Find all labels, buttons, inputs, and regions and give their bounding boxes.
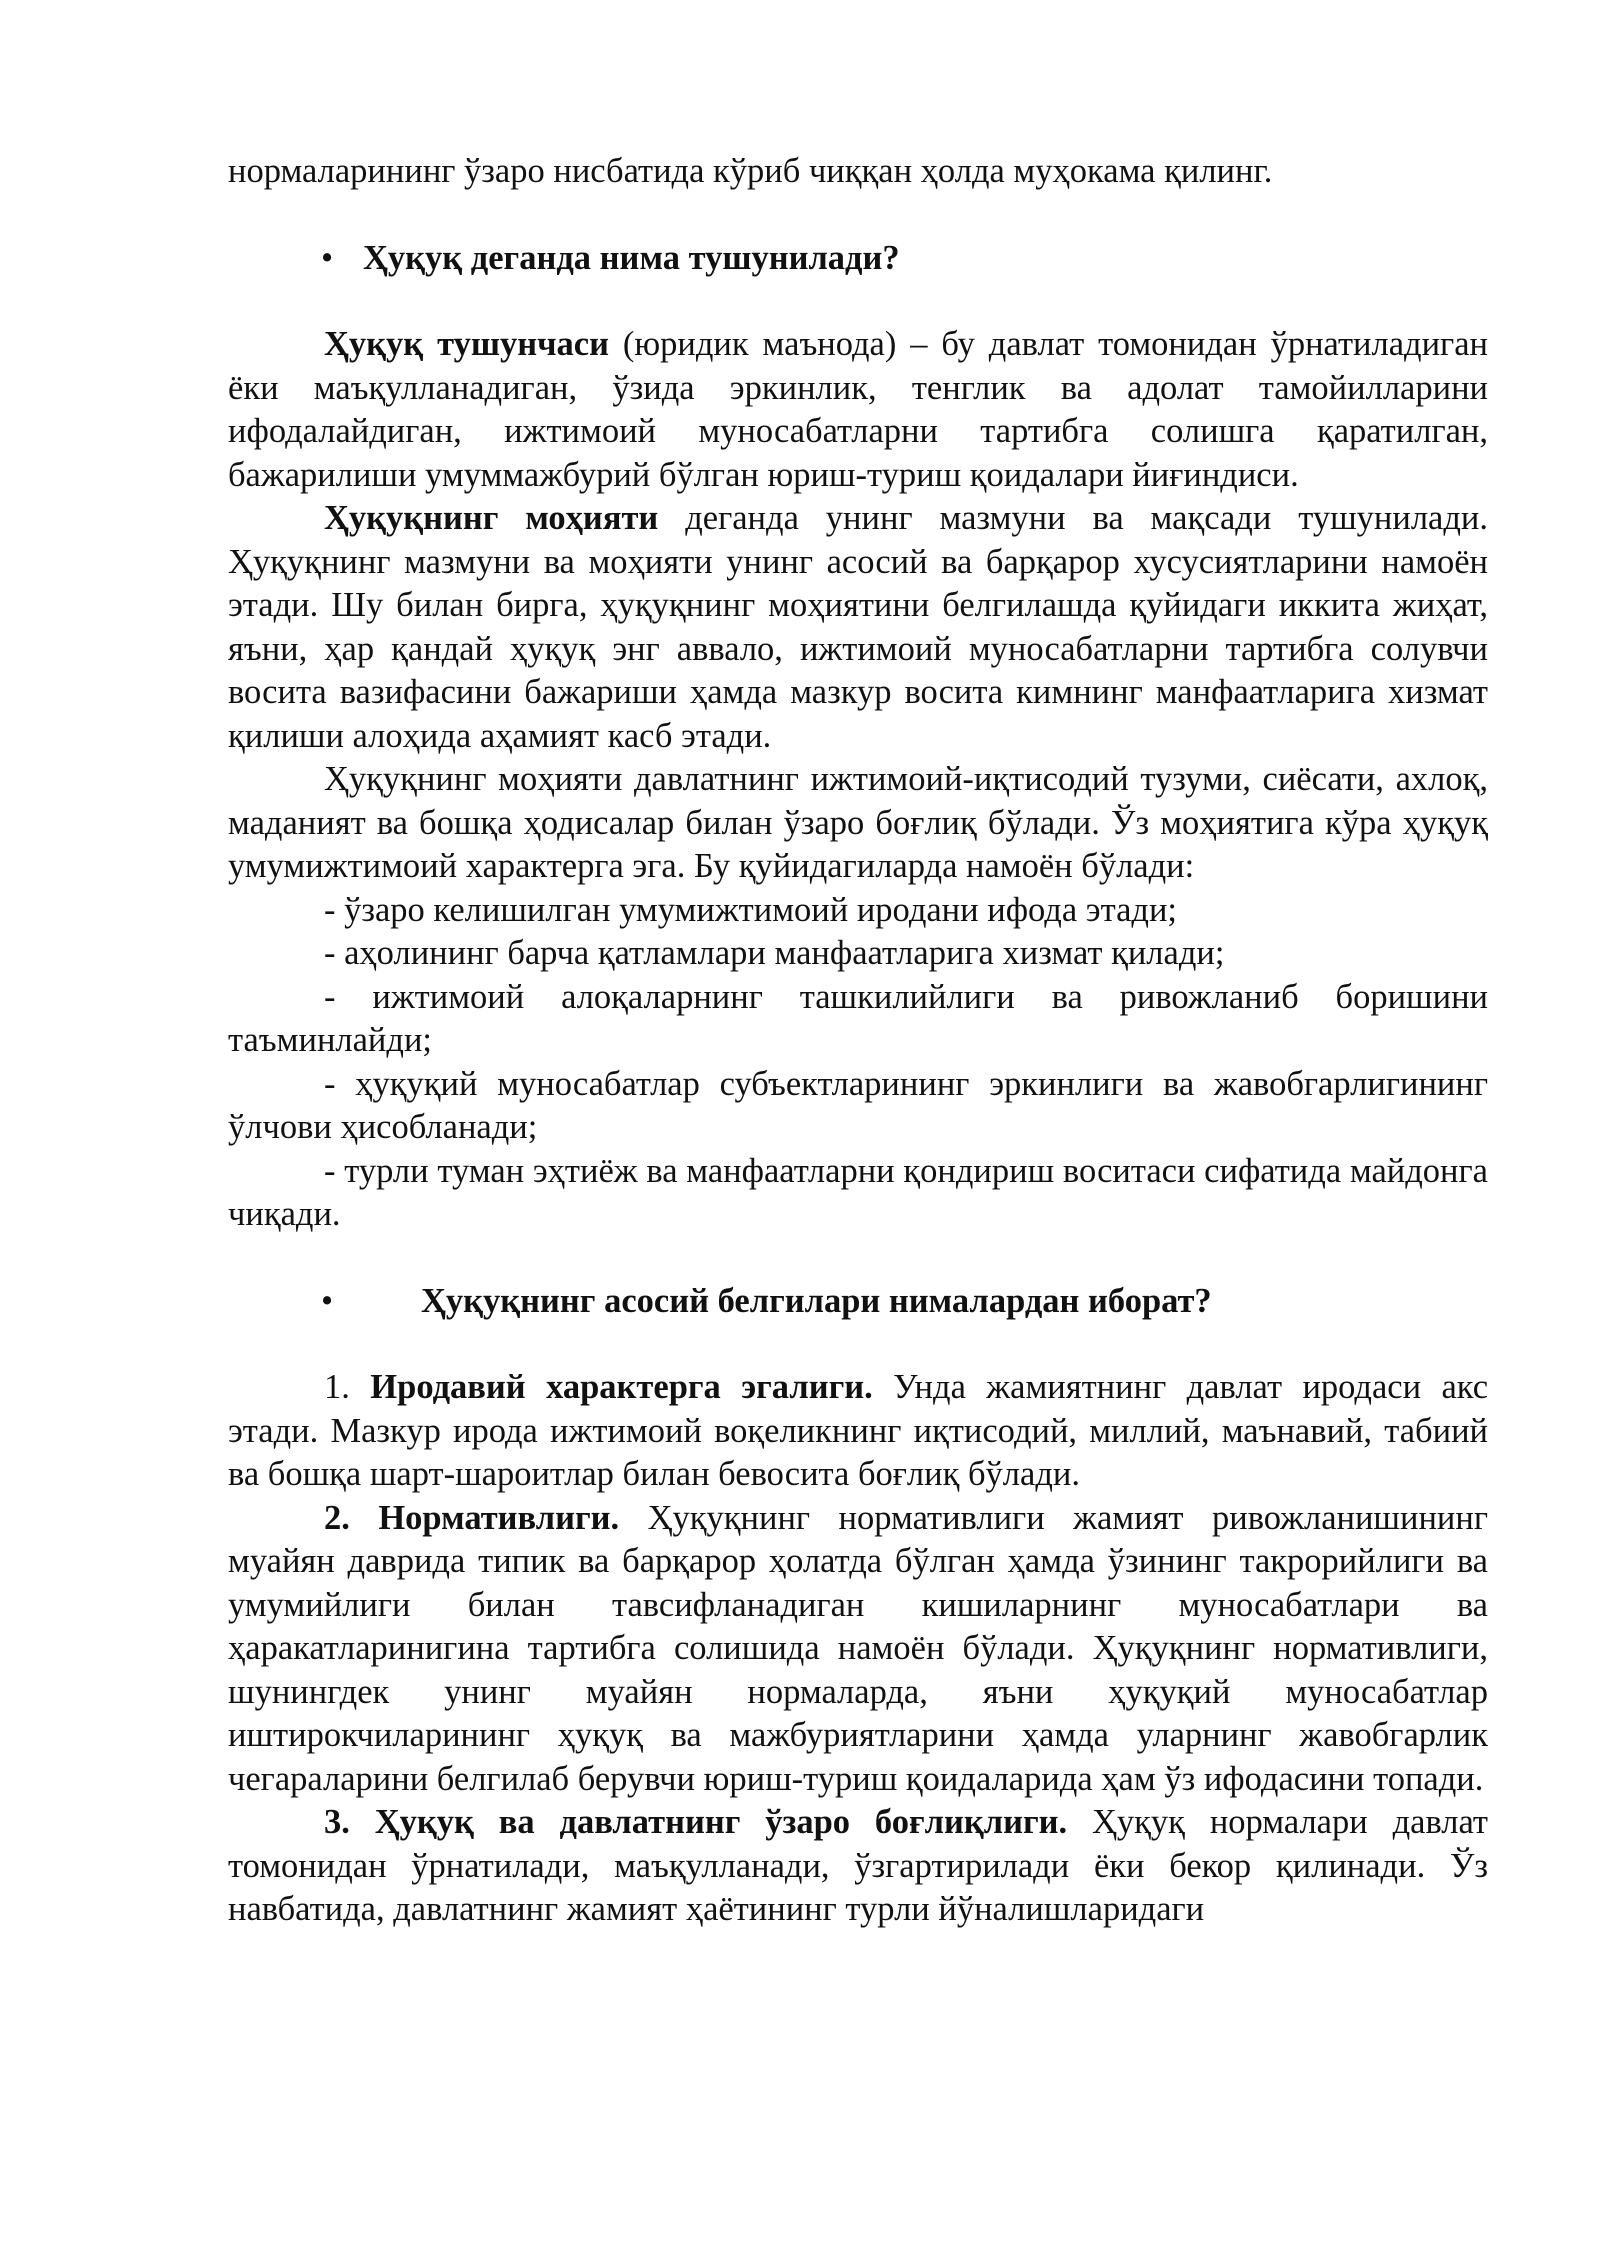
paragraph-text: деганда унинг мазмуни ва мақсади тушунилади. Ҳуқуқнинг мазмуни ва моҳияти унинг асосий ва барқарор хусусиятларини намоён этади. Шу билан бирга, ҳуқуқнинг моҳиятини белгилашда қуйидаги иккита жиҳат, яъни, ҳар қандай ҳуқуқ энг аввало, ижтимоий муносабатларни тартибга солувчи восита вазифасини бажариши ҳамда мазкур восита кимнинг манфаатларига хизмат қилиши алоҳида аҳамият касб этади. bbox=[228, 499, 1488, 755]
term-bold: Ҳуқуқ тушунчаси bbox=[324, 325, 609, 363]
paragraph-definition bbox=[228, 323, 1488, 497]
numbered-item-1 bbox=[228, 1366, 1488, 1497]
item-title: Иродавий характерга эгалиги. bbox=[370, 1368, 873, 1406]
question-text: Ҳуқуқнинг асосий белгилари нималардан иборат? bbox=[421, 1281, 1212, 1320]
question-text: Ҳуқуқ деганда нима тушунилади? bbox=[363, 238, 900, 277]
dash-list-item: - турли туман эҳтиёж ва манфаатларни қондириш воситаси сифатида майдонга чиқади. bbox=[228, 1151, 1488, 1233]
dash-list-item: - аҳолининг барча қатламлари манфаатларига хизмат қилади; bbox=[324, 934, 1225, 972]
dash-list-item: - ҳуқуқий муносабатлар субъектларининг эркинлиги ва жавобгарлигининг ўлчови ҳисобланади; bbox=[228, 1064, 1488, 1146]
bullet-icon: • bbox=[321, 238, 334, 277]
question-heading-2 bbox=[228, 1280, 1488, 1324]
item-text: Унда жамиятнинг давлат иродаси акс этади. Мазкур ирода ижтимоий воқеликнинг иқтисодий, миллий, маънавий, табиий ва бошқа шарт-шароитлар билан бевосита боғлиқ бўлади. bbox=[228, 1368, 1489, 1493]
document-page bbox=[228, 150, 1488, 1932]
dash-list-item: - ўзаро келишилган умумижтимоий иродани ифода этади; bbox=[324, 890, 1178, 929]
paragraph-text: (юридик маънода) – бу давлат томонидан ўрнатиладиган ёки маъқулланадиган, ўзида эркинлик, тенглик ва адолат тамойилларини ифодалайдиган, ижтимоий муносабатларни тартибга солишга қаратилган, бажарилиши умуммажбурий бўлган юриш-туриш қоидалари йиғиндиси. bbox=[228, 325, 1488, 494]
paragraph-nature: Ҳуқуқнинг моҳияти давлатнинг ижтимоий-иқтисодий тузуми, сиёсати, ахлоқ, маданият ва бошқа ҳодисалар билан ўзаро боғлиқ бўлади. Ўз моҳиятига кўра ҳуқуқ умумижтимоий характерга эга. Бу қуйидагиларда намоён бўлади: bbox=[228, 760, 1488, 885]
question-heading-1 bbox=[228, 237, 1488, 281]
item-text: Ҳуқуқнинг нормативлиги жамият ривожланишининг муайян даврида типик ва барқарор ҳолатда бўлган ҳамда ўзининг такрорийлиги ва умумийлиги билан тавсифланадиган кишиларнинг муносабатлари ва ҳаракатларинигина тартибга солишида намоён бўлади. Ҳуқуқнинг нормативлиги, шунингдек унинг муайян нормаларда, яъни ҳуқуқий муносабатлар иштирокчиларининг ҳуқуқ ва мажбуриятларини ҳамда уларнинг жавобгарлик чегараларини белгилаб берувчи юриш-туриш қоидаларида ҳам ўз ифодасини топади. bbox=[228, 1498, 1488, 1798]
numbered-item-3 bbox=[228, 1801, 1488, 1932]
bullet-icon: • bbox=[321, 1281, 334, 1320]
numbered-item-2 bbox=[228, 1497, 1488, 1802]
item-number: 1. bbox=[324, 1368, 371, 1406]
dash-list-item: - ижтимоий алоқаларнинг ташкилийлиги ва ривожланиб боришини таъминлайди; bbox=[228, 977, 1488, 1059]
item-title: 2. Нормативлиги. bbox=[324, 1498, 620, 1537]
term-bold: Ҳуқуқнинг моҳияти bbox=[324, 499, 659, 537]
item-title: 3. Ҳуқуқ ва давлатнинг ўзаро боғлиқлиги. bbox=[324, 1803, 1068, 1841]
item-text: Ҳуқуқ нормалари давлат томонидан ўрнатилади, маъқулланади, ўзгартирилади ёки бекор қилинади. Ўз навбатида, давлатнинг жамият ҳаётининг турли йўналишларидаги bbox=[228, 1803, 1488, 1928]
paragraph-continuation: нормаларининг ўзаро нисбатида кўриб чиққан ҳолда муҳокама қилинг. bbox=[228, 152, 1273, 190]
paragraph-essence bbox=[228, 497, 1488, 758]
